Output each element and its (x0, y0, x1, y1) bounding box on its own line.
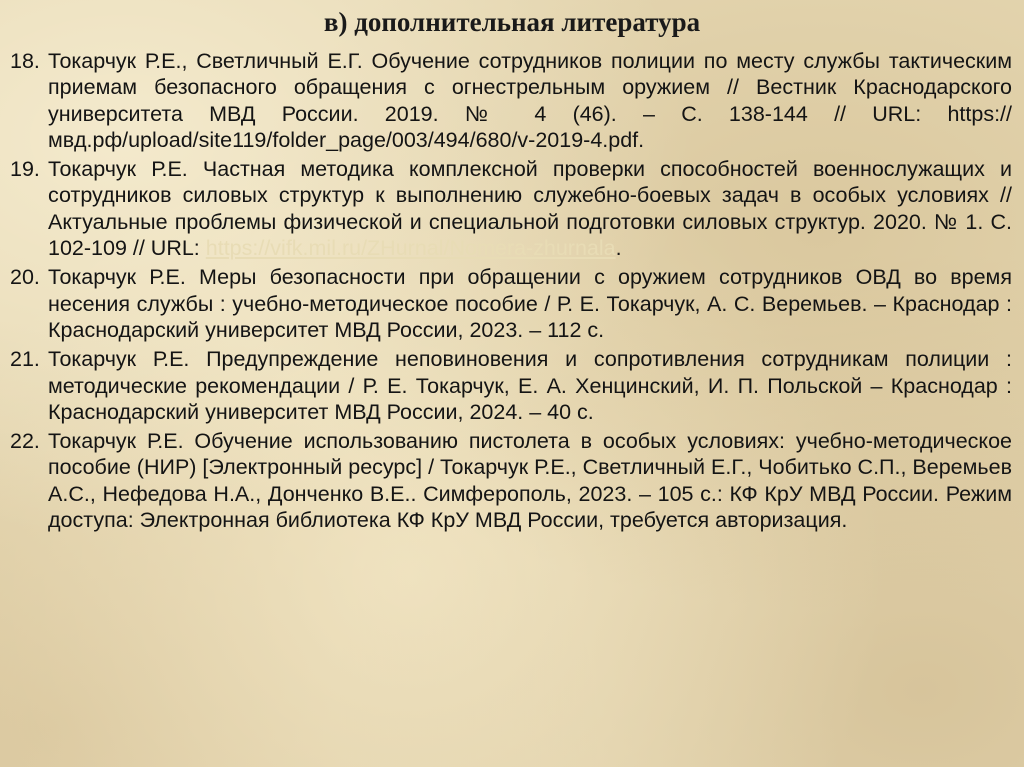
reference-text: Токарчук Р.Е. Предупреждение неповиновения и сопротивления сотрудникам полиции : методические рекомендации / Р. Е. Токарчук, Е. А. Хенцинский, И. П. Польской – Краснодар : Краснодарский университет МВД России, 2024. – 40 с. (48, 347, 1012, 424)
reference-link[interactable]: https://vifk.mil.ru/ZHurnal/Nomera-zhurnala (205, 236, 616, 261)
reference-number: 21. (10, 347, 40, 372)
reference-text-end: . (615, 236, 622, 261)
reference-text-container (48, 156, 1012, 261)
reference-text: Токарчук Р.Е. Частная методика комплексной проверки способностей военнослужащих и сотрудников силовых структур к выполнению служебно-боевых задач в особых условиях // Актуальные проблемы физической и специальной подготовки силовых структур. 2020. № 1. С. 102-109 // URL: (48, 157, 1012, 261)
reference-item (10, 48, 1012, 153)
reference-item (10, 428, 1012, 533)
reference-number: 22. (10, 429, 40, 454)
reference-number: 19. (10, 157, 40, 182)
slide-title: в) дополнительная литература (323, 7, 701, 37)
reference-item (10, 264, 1012, 343)
reference-number: 20. (10, 265, 40, 290)
reference-text: Токарчук Р.Е. Обучение использованию пистолета в особых условиях: учебно-методическое пособие (НИР) [Электронный ресурс] / Токарчук Р.Е., Светличный Е.Г., Чобитько С.П., Веремьев А.С., Нефедова Н.А., Донченко В.Е.. Симферополь, 2023. – 105 с.: КФ КрУ МВД России. Режим доступа: Электронная библиотека КФ КрУ МВД России, требуется авторизация. (48, 429, 1012, 533)
reference-item (10, 346, 1012, 425)
reference-text: Токарчук Р.Е. Меры безопасности при обращении с оружием сотрудников ОВД во время несения службы : учебно-методическое пособие / Р. Е. Токарчук, А. С. Веремьев. – Краснодар : Краснодарский университет МВД России, 2023. – 112 с. (48, 265, 1012, 342)
reference-text: Токарчук Р.Е., Светличный Е.Г. Обучение сотрудников полиции по месту службы тактическим приемам безопасного обращения с огнестрельным оружием // Вестник Краснодарского университета МВД России. 2019. № 4 (46). – С. 138-144 // URL: https://мвд.рф/upload/site119/folder_page/003/494/680/v-2019-4.pdf. (48, 49, 1012, 152)
reference-number: 18. (10, 49, 40, 73)
reference-item (10, 156, 1012, 261)
reference-list (10, 48, 1012, 536)
